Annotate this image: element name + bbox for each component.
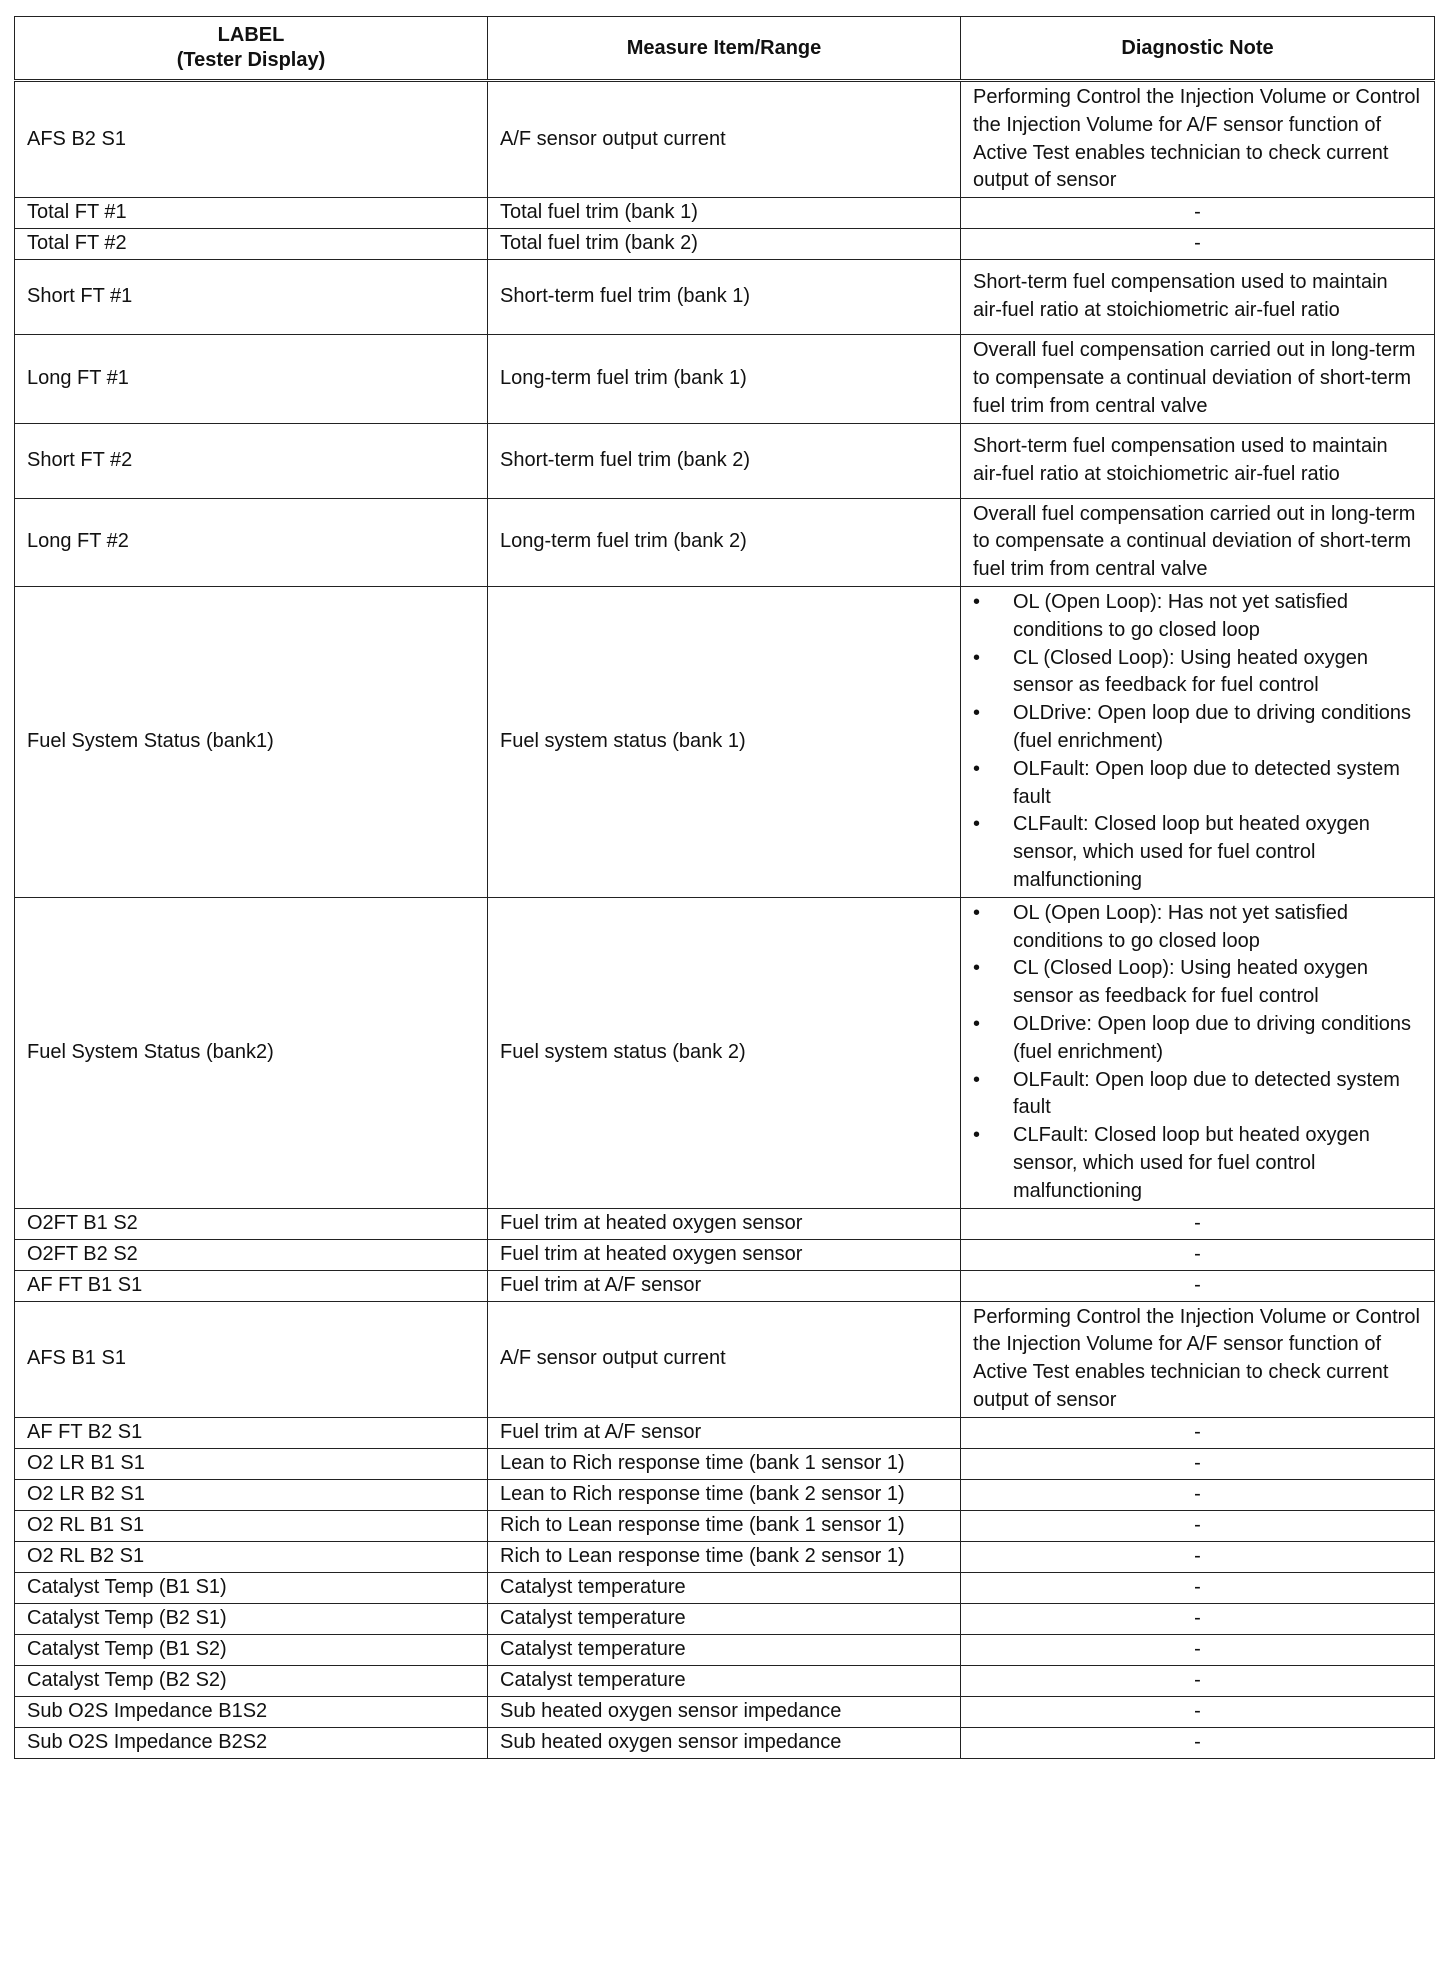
cell-label: AFS B1 S1 (15, 1301, 488, 1417)
cell-label: Short FT #2 (15, 423, 488, 498)
table-row (15, 1239, 1435, 1270)
cell-label: Total FT #1 (15, 198, 488, 229)
header-note: Diagnostic Note (961, 17, 1435, 81)
cell-label: O2FT B2 S2 (15, 1239, 488, 1270)
cell-measure: Lean to Rich response time (bank 1 sensor 1) (488, 1448, 961, 1479)
cell-measure: A/F sensor output current (488, 1301, 961, 1417)
cell-label: Total FT #2 (15, 229, 488, 260)
cell-measure: Fuel trim at heated oxygen sensor (488, 1239, 961, 1270)
cell-label: Long FT #1 (15, 335, 488, 423)
cell-note: - (961, 1541, 1435, 1572)
cell-label: O2FT B1 S2 (15, 1208, 488, 1239)
cell-label: AF FT B2 S1 (15, 1417, 488, 1448)
table-row (15, 1572, 1435, 1603)
diagnostic-data-table (14, 16, 1435, 1759)
cell-measure: Fuel trim at A/F sensor (488, 1417, 961, 1448)
cell-label: Sub O2S Impedance B2S2 (15, 1727, 488, 1758)
table-row (15, 423, 1435, 498)
cell-measure: Long-term fuel trim (bank 2) (488, 498, 961, 586)
status-bullet-item: • OLFault: Open loop due to detected system fault (973, 1067, 1422, 1123)
cell-note: - (961, 1448, 1435, 1479)
table-row (15, 81, 1435, 198)
cell-note (961, 586, 1435, 897)
cell-measure: A/F sensor output current (488, 81, 961, 198)
table-row (15, 260, 1435, 335)
cell-note: - (961, 1208, 1435, 1239)
table-row (15, 1301, 1435, 1417)
table-row (15, 229, 1435, 260)
cell-measure: Long-term fuel trim (bank 1) (488, 335, 961, 423)
cell-label: O2 LR B2 S1 (15, 1479, 488, 1510)
table-row (15, 1634, 1435, 1665)
cell-note: Short-term fuel compensation used to maintain air-fuel ratio at stoichiometric air-fuel ratio (961, 423, 1435, 498)
table-row (15, 198, 1435, 229)
header-measure: Measure Item/Range (488, 17, 961, 81)
table-row (15, 1417, 1435, 1448)
status-bullet-item: • OL (Open Loop): Has not yet satisfied conditions to go closed loop (973, 900, 1422, 956)
table-row (15, 1727, 1435, 1758)
cell-label: Short FT #1 (15, 260, 488, 335)
cell-note: Overall fuel compensation carried out in long-term to compensate a continual deviation of short-term fuel trim from central valve (961, 335, 1435, 423)
status-bullet-item: • CL (Closed Loop): Using heated oxygen sensor as feedback for fuel control (973, 645, 1422, 701)
cell-label: O2 RL B2 S1 (15, 1541, 488, 1572)
cell-measure: Catalyst temperature (488, 1665, 961, 1696)
cell-note: - (961, 1417, 1435, 1448)
cell-measure: Total fuel trim (bank 1) (488, 198, 961, 229)
cell-measure: Short-term fuel trim (bank 1) (488, 260, 961, 335)
cell-measure: Sub heated oxygen sensor impedance (488, 1696, 961, 1727)
table-row (15, 1448, 1435, 1479)
cell-label: AFS B2 S1 (15, 81, 488, 198)
table-row (15, 1696, 1435, 1727)
cell-measure: Fuel trim at A/F sensor (488, 1270, 961, 1301)
cell-label: Fuel System Status (bank2) (15, 897, 488, 1208)
cell-note: - (961, 1510, 1435, 1541)
cell-label: Catalyst Temp (B1 S2) (15, 1634, 488, 1665)
cell-label: O2 RL B1 S1 (15, 1510, 488, 1541)
cell-note: - (961, 1270, 1435, 1301)
cell-note: Performing Control the Injection Volume or Control the Injection Volume for A/F sensor function of Active Test enables technician to check current output of sensor (961, 81, 1435, 198)
status-bullet-item: • CLFault: Closed loop but heated oxygen sensor, which used for fuel control malfunctioning (973, 811, 1422, 894)
table-row (15, 1479, 1435, 1510)
status-bullet-item: • CL (Closed Loop): Using heated oxygen sensor as feedback for fuel control (973, 955, 1422, 1011)
cell-note: Short-term fuel compensation used to maintain air-fuel ratio at stoichiometric air-fuel ratio (961, 260, 1435, 335)
cell-label: Catalyst Temp (B1 S1) (15, 1572, 488, 1603)
status-bullet-list (973, 900, 1422, 1206)
table-row (15, 586, 1435, 897)
cell-label: Sub O2S Impedance B1S2 (15, 1696, 488, 1727)
status-bullet-item: • CLFault: Closed loop but heated oxygen sensor, which used for fuel control malfunctioning (973, 1122, 1422, 1205)
cell-measure: Fuel trim at heated oxygen sensor (488, 1208, 961, 1239)
cell-note (961, 897, 1435, 1208)
cell-label: Catalyst Temp (B2 S1) (15, 1603, 488, 1634)
table-row (15, 1541, 1435, 1572)
cell-note: - (961, 1603, 1435, 1634)
cell-measure: Catalyst temperature (488, 1603, 961, 1634)
cell-note: - (961, 1727, 1435, 1758)
cell-label: AF FT B1 S1 (15, 1270, 488, 1301)
cell-note: - (961, 1665, 1435, 1696)
cell-measure: Fuel system status (bank 2) (488, 897, 961, 1208)
cell-measure: Total fuel trim (bank 2) (488, 229, 961, 260)
cell-label: Long FT #2 (15, 498, 488, 586)
cell-label: Fuel System Status (bank1) (15, 586, 488, 897)
cell-measure: Short-term fuel trim (bank 2) (488, 423, 961, 498)
status-bullet-item: • OL (Open Loop): Has not yet satisfied conditions to go closed loop (973, 589, 1422, 645)
table-header-row (15, 17, 1435, 81)
cell-note: - (961, 198, 1435, 229)
table-row (15, 1603, 1435, 1634)
cell-note: - (961, 1572, 1435, 1603)
table-row (15, 335, 1435, 423)
cell-note: Overall fuel compensation carried out in long-term to compensate a continual deviation of short-term fuel trim from central valve (961, 498, 1435, 586)
cell-note: - (961, 1696, 1435, 1727)
status-bullet-item: • OLDrive: Open loop due to driving conditions (fuel enrichment) (973, 700, 1422, 756)
header-label-line1: LABEL (217, 24, 285, 46)
table-row (15, 1208, 1435, 1239)
cell-measure: Catalyst temperature (488, 1572, 961, 1603)
cell-note: - (961, 1239, 1435, 1270)
status-bullet-item: • OLFault: Open loop due to detected system fault (973, 756, 1422, 812)
cell-measure: Catalyst temperature (488, 1634, 961, 1665)
table-row (15, 1510, 1435, 1541)
cell-note: - (961, 229, 1435, 260)
cell-note: - (961, 1479, 1435, 1510)
cell-label: O2 LR B1 S1 (15, 1448, 488, 1479)
cell-note: - (961, 1634, 1435, 1665)
cell-label: Catalyst Temp (B2 S2) (15, 1665, 488, 1696)
status-bullet-list (973, 589, 1422, 895)
table-row (15, 1270, 1435, 1301)
cell-measure: Rich to Lean response time (bank 1 sensor 1) (488, 1510, 961, 1541)
table-row (15, 897, 1435, 1208)
table-row (15, 1665, 1435, 1696)
cell-note: Performing Control the Injection Volume or Control the Injection Volume for A/F sensor function of Active Test enables technician to check current output of sensor (961, 1301, 1435, 1417)
cell-measure: Fuel system status (bank 1) (488, 586, 961, 897)
header-label (15, 17, 488, 81)
cell-measure: Lean to Rich response time (bank 2 sensor 1) (488, 1479, 961, 1510)
table-row (15, 498, 1435, 586)
cell-measure: Sub heated oxygen sensor impedance (488, 1727, 961, 1758)
cell-measure: Rich to Lean response time (bank 2 sensor 1) (488, 1541, 961, 1572)
table-body (15, 81, 1435, 1759)
status-bullet-item: • OLDrive: Open loop due to driving conditions (fuel enrichment) (973, 1011, 1422, 1067)
header-label-line2: (Tester Display) (176, 49, 326, 71)
